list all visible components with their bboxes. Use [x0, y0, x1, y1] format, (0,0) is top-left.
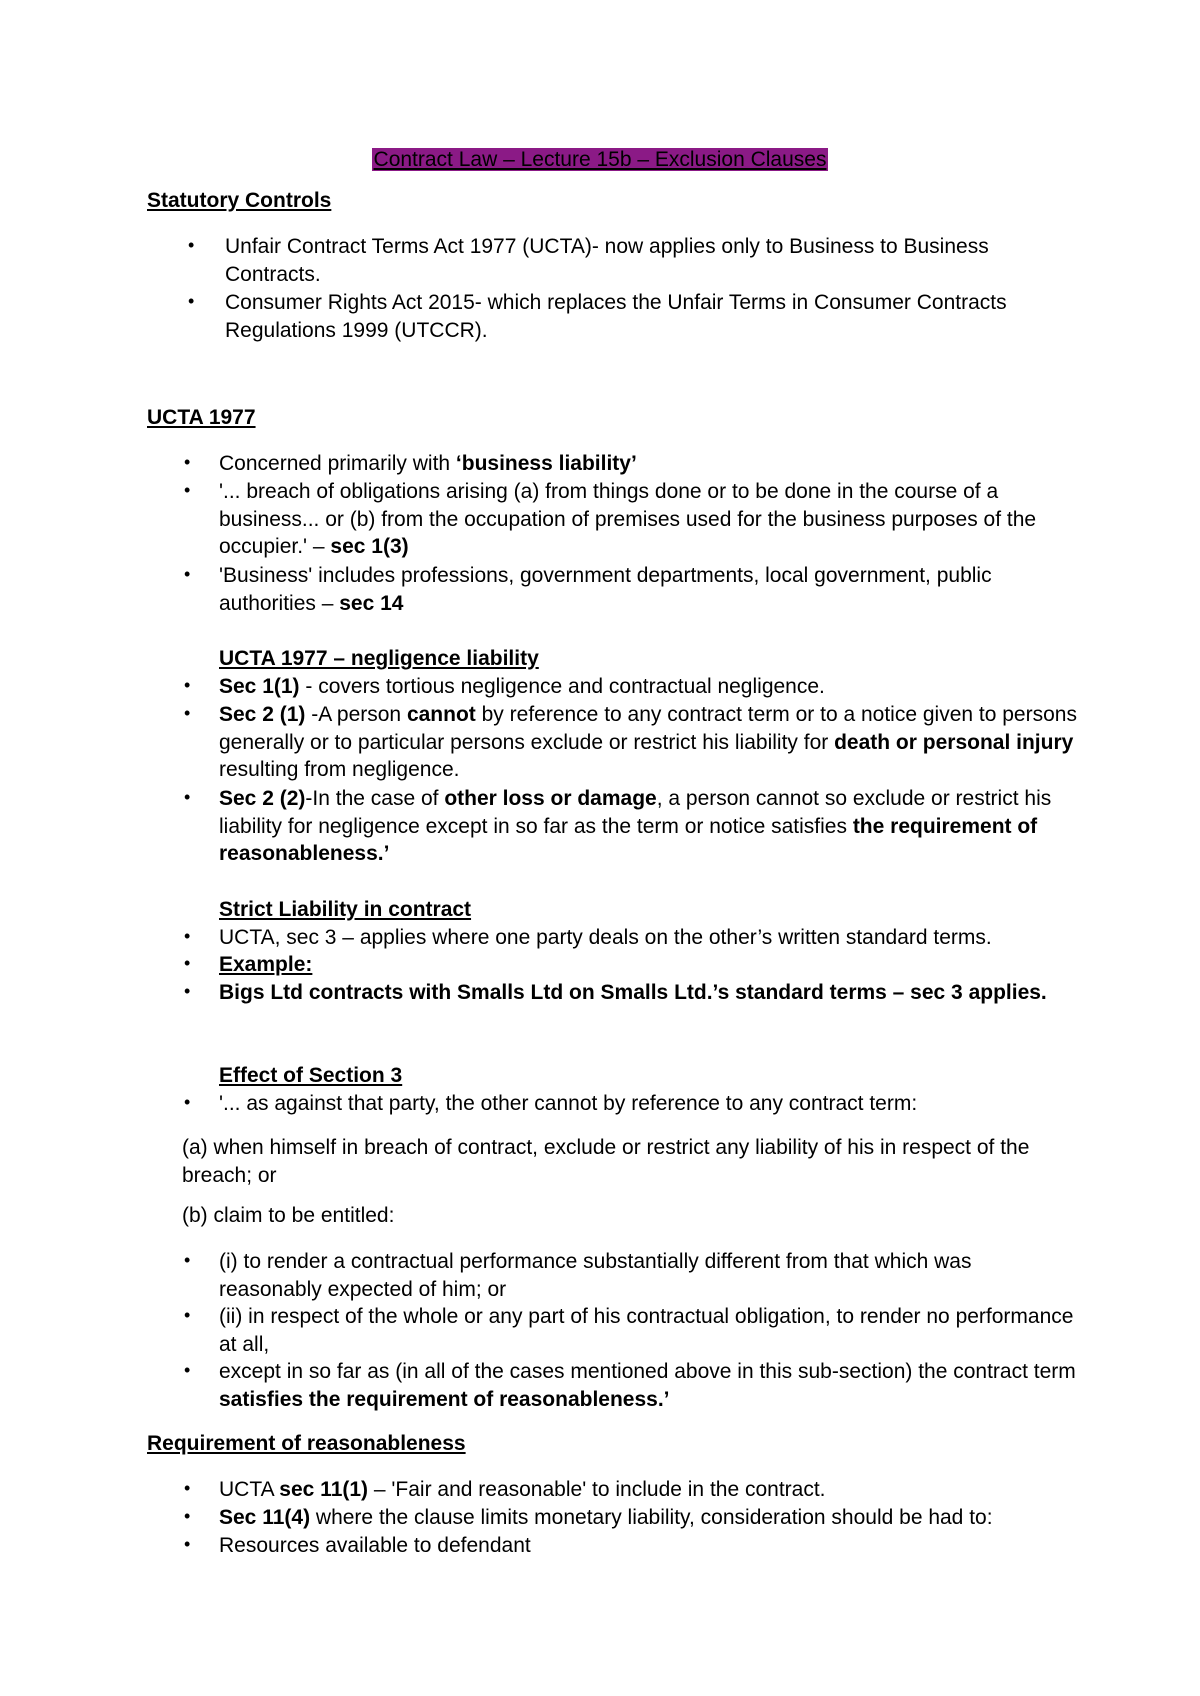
list-item: Sec 1(1) - covers tortious negligence and contractual negligence.: [219, 675, 825, 698]
heading-effect-section-3: Effect of Section 3: [219, 1064, 403, 1087]
heading-ucta-1977: UCTA 1977: [147, 406, 256, 429]
bullet-icon: •: [184, 1305, 191, 1325]
bullet-icon: •: [184, 1092, 191, 1112]
bullet-icon: •: [184, 703, 191, 723]
heading-negligence-liability: UCTA 1977 – negligence liability: [219, 647, 539, 670]
bullet-icon: •: [184, 1534, 191, 1554]
bullet-icon: •: [184, 480, 191, 500]
list-item: (i) to render a contractual performance substantially different from that which was reasonably expected of him; or: [219, 1250, 972, 1301]
bullet-icon: •: [184, 675, 191, 695]
list-item: (ii) in respect of the whole or any part of his contractual obligation, to render no performance at all,: [219, 1305, 1074, 1356]
list-item: Consumer Rights Act 2015- which replaces the Unfair Terms in Consumer Contracts Regulations 1999 (UTCCR).: [225, 291, 1007, 342]
page-title: [0, 146, 1200, 174]
bullet-icon: •: [184, 787, 191, 807]
bullet-icon: •: [184, 452, 191, 472]
list-item: except in so far as (in all of the cases mentioned above in this sub-section) the contract term satisfies the requirement of reasonableness.’: [219, 1360, 1076, 1411]
list-item: Example:: [219, 953, 313, 976]
bullet-icon: •: [184, 953, 191, 973]
title-highlight: Contract Law – Lecture 15b – Exclusion Clauses: [373, 148, 827, 171]
heading-statutory-controls: Statutory Controls: [147, 189, 332, 212]
bullet-icon: •: [188, 291, 195, 311]
list-item: Unfair Contract Terms Act 1977 (UCTA)- now applies only to Business to Business Contracts.: [225, 235, 989, 286]
list-item: 'Business' includes professions, government departments, local government, public authorities – sec 14: [219, 564, 992, 615]
bullet-icon: •: [184, 1360, 191, 1380]
list-item: Bigs Ltd contracts with Smalls Ltd on Smalls Ltd.’s standard terms – sec 3 applies.: [219, 981, 1047, 1004]
list-item: '... breach of obligations arising (a) from things done or to be done in the course of a business... or (b) from the occupation of premises used for the business purposes of the occupier.' – sec 1(3): [219, 480, 1037, 559]
heading-requirement-reasonableness: Requirement of reasonableness: [147, 1432, 466, 1455]
paragraph-a: (a) when himself in breach of contract, exclude or restrict any liability of his in respect of the breach; or: [182, 1136, 1030, 1187]
list-item: Concerned primarily with ‘business liability’: [219, 452, 637, 475]
list-item: UCTA sec 11(1) – 'Fair and reasonable' to include in the contract.: [219, 1478, 826, 1501]
paragraph-b: (b) claim to be entitled:: [182, 1204, 395, 1227]
list-item: Sec 11(4) where the clause limits monetary liability, consideration should be had to:: [219, 1506, 993, 1529]
heading-strict-liability: Strict Liability in contract: [219, 898, 472, 921]
list-item: Sec 2 (1) -A person cannot by reference to any contract term or to a notice given to persons generally or to particular persons exclude or restrict his liability for death or personal injury resulting from negligence.: [219, 703, 1077, 782]
list-item: UCTA, sec 3 – applies where one party deals on the other’s written standard terms.: [219, 926, 992, 949]
bullet-icon: •: [188, 235, 195, 255]
bullet-icon: •: [184, 981, 191, 1001]
list-item: '... as against that party, the other cannot by reference to any contract term:: [219, 1092, 918, 1115]
list-item: Sec 2 (2)-In the case of other loss or damage, a person cannot so exclude or restrict his liability for negligence except in so far as the term or notice satisfies the requirement of reasonableness.’: [219, 787, 1052, 866]
bullet-icon: •: [184, 1506, 191, 1526]
list-item: Resources available to defendant: [219, 1534, 531, 1557]
bullet-icon: •: [184, 1250, 191, 1270]
bullet-icon: •: [184, 926, 191, 946]
bullet-icon: •: [184, 1478, 191, 1498]
bullet-icon: •: [184, 564, 191, 584]
